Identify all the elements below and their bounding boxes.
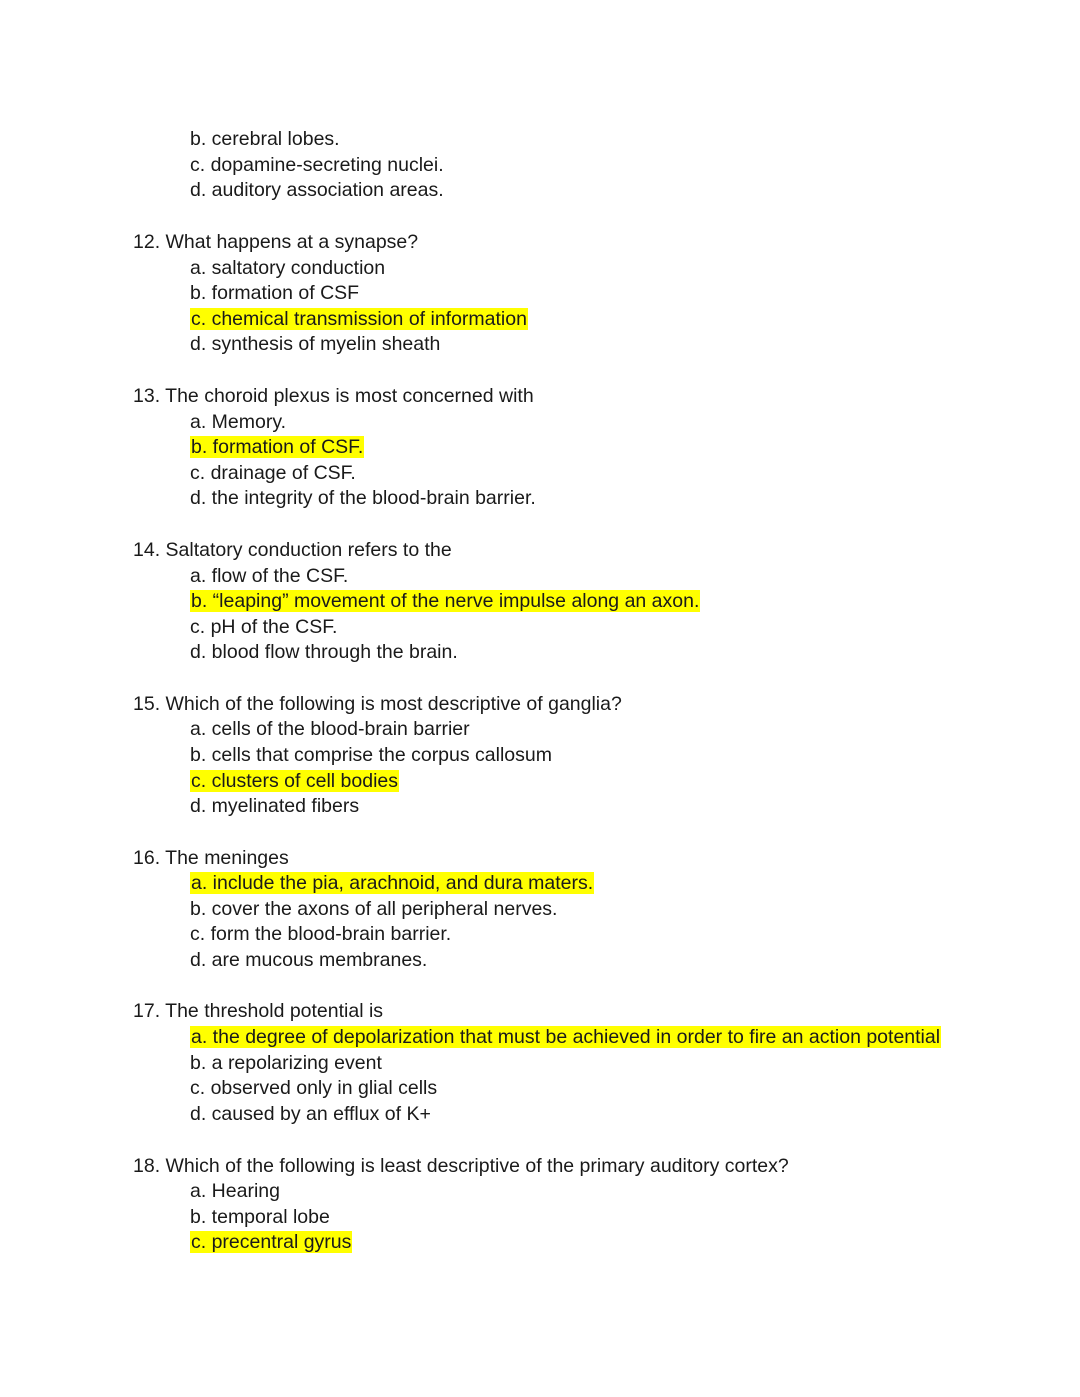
option: b. cerebral lobes. xyxy=(190,128,340,150)
option: c. dopamine-secreting nuclei. xyxy=(190,154,444,176)
option: a. flow of the CSF. xyxy=(190,565,349,587)
option: a. cells of the blood-brain barrier xyxy=(190,718,470,740)
question-stem: 13. The choroid plexus is most concerned with xyxy=(133,385,534,407)
option: d. myelinated fibers xyxy=(190,795,360,817)
option: b. cells that comprise the corpus callosum xyxy=(190,744,552,766)
option: d. auditory association areas. xyxy=(190,179,444,201)
option: c. drainage of CSF. xyxy=(190,462,356,484)
option-correct-highlighted xyxy=(190,435,364,459)
answer-highlight: b. “leaping” movement of the nerve impulse along an axon. xyxy=(191,590,700,612)
answer-highlight: c. precentral gyrus xyxy=(191,1231,352,1253)
option: a. Memory. xyxy=(190,411,287,433)
answer-highlight: b. formation of CSF. xyxy=(191,436,364,458)
option: b. temporal lobe xyxy=(190,1206,330,1228)
question-stem: 16. The meninges xyxy=(133,847,289,869)
question-stem: 17. The threshold potential is xyxy=(133,1000,384,1022)
question-stem: 12. What happens at a synapse? xyxy=(133,231,419,253)
option: d. synthesis of myelin sheath xyxy=(190,333,441,355)
option: c. pH of the CSF. xyxy=(190,616,338,638)
option-correct-highlighted xyxy=(190,769,399,793)
option-correct-highlighted xyxy=(190,589,700,613)
answer-highlight: c. clusters of cell bodies xyxy=(191,770,399,792)
option: b. formation of CSF xyxy=(190,282,360,304)
option-correct-highlighted xyxy=(190,1025,941,1049)
option: b. a repolarizing event xyxy=(190,1052,382,1074)
answer-highlight: a. the degree of depolarization that must be achieved in order to fire an action potential xyxy=(191,1026,941,1048)
option-correct-highlighted xyxy=(190,307,528,331)
option: d. are mucous membranes. xyxy=(190,949,428,971)
option: c. observed only in glial cells xyxy=(190,1077,438,1099)
option: c. form the blood-brain barrier. xyxy=(190,923,452,945)
option: b. cover the axons of all peripheral nerves. xyxy=(190,898,558,920)
option-correct-highlighted xyxy=(190,1230,352,1254)
option: d. the integrity of the blood-brain barrier. xyxy=(190,487,536,509)
question-stem: 18. Which of the following is least descriptive of the primary auditory cortex? xyxy=(133,1155,789,1177)
answer-highlight: c. chemical transmission of information xyxy=(191,308,527,330)
option: a. saltatory conduction xyxy=(190,257,386,279)
option: d. blood flow through the brain. xyxy=(190,641,458,663)
question-stem: 14. Saltatory conduction refers to the xyxy=(133,539,452,561)
question-stem: 15. Which of the following is most descriptive of ganglia? xyxy=(133,693,622,715)
option: a. Hearing xyxy=(190,1180,280,1202)
option: d. caused by an efflux of K+ xyxy=(190,1103,431,1125)
option-correct-highlighted xyxy=(190,871,594,895)
answer-highlight: a. include the pia, arachnoid, and dura maters. xyxy=(191,872,594,894)
